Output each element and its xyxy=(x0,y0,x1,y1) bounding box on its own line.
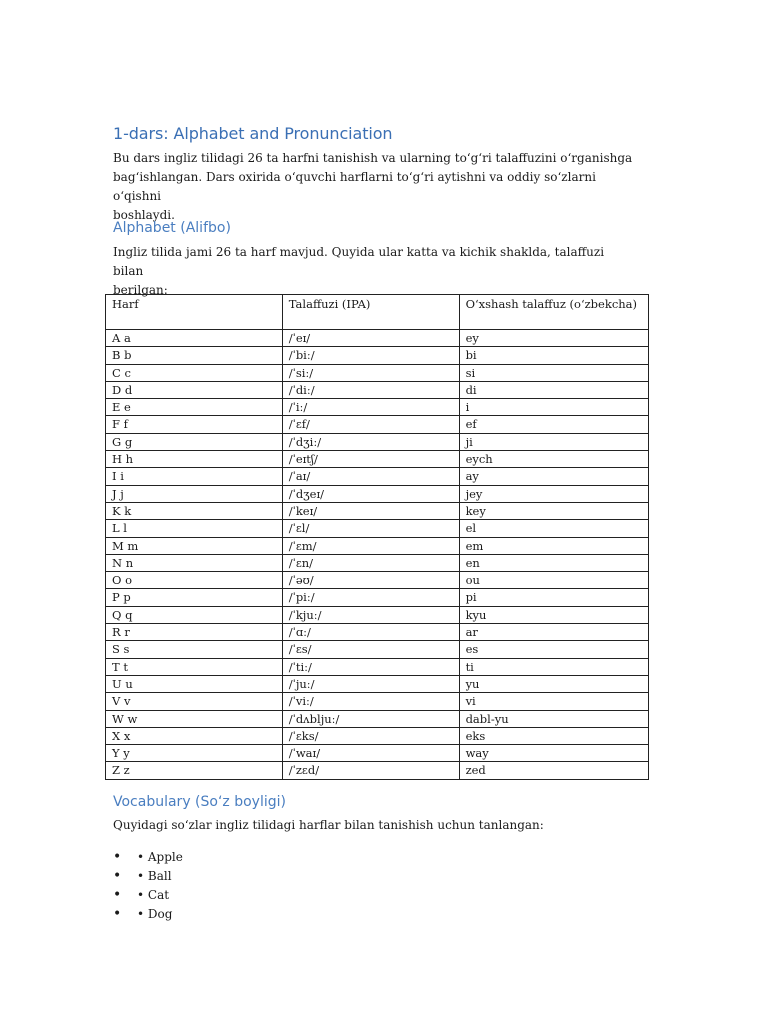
bullet-icon: • xyxy=(113,906,122,922)
cell-ipa: /ˈsiː/ xyxy=(282,364,459,381)
bullet-icon: • xyxy=(113,868,122,884)
cell-uzbek: di xyxy=(459,381,648,398)
cell-uzbek: ef xyxy=(459,416,648,433)
table-row xyxy=(106,468,649,485)
cell-harf: T t xyxy=(106,658,283,675)
list-item xyxy=(113,867,183,886)
cell-harf: C c xyxy=(106,364,283,381)
cell-uzbek: jey xyxy=(459,485,648,502)
table-row xyxy=(106,399,649,416)
intro-line: bag‘ishlangan. Dars oxirida o‘quvchi harflarni to‘g‘ri aytishni va oddiy so‘zlarni o‘qishni xyxy=(113,170,596,203)
cell-uzbek: pi xyxy=(459,589,648,606)
cell-uzbek: si xyxy=(459,364,648,381)
cell-ipa: /ˈdʒiː/ xyxy=(282,433,459,450)
alphabet-description xyxy=(113,243,633,300)
cell-harf: V v xyxy=(106,693,283,710)
table-row xyxy=(106,727,649,744)
vocabulary-heading: Vocabulary (So‘z boyligi) xyxy=(113,794,286,810)
cell-uzbek: key xyxy=(459,502,648,519)
cell-uzbek: eych xyxy=(459,451,648,468)
vocabulary-word: • Ball xyxy=(137,869,172,883)
alphabet-desc-line: berilgan: xyxy=(113,283,168,297)
cell-uzbek: bi xyxy=(459,347,648,364)
table-row xyxy=(106,710,649,727)
cell-ipa: /ˈəʊ/ xyxy=(282,572,459,589)
cell-harf: L l xyxy=(106,520,283,537)
cell-ipa: /ˈɛn/ xyxy=(282,554,459,571)
table-row xyxy=(106,485,649,502)
cell-uzbek: ey xyxy=(459,330,648,347)
cell-uzbek: yu xyxy=(459,675,648,692)
cell-uzbek: ji xyxy=(459,433,648,450)
vocabulary-word: • Cat xyxy=(137,888,170,902)
cell-harf: J j xyxy=(106,485,283,502)
cell-ipa: /ˈdʒeɪ/ xyxy=(282,485,459,502)
cell-harf: Y y xyxy=(106,745,283,762)
table-row xyxy=(106,572,649,589)
table-row xyxy=(106,347,649,364)
list-item xyxy=(113,886,183,905)
cell-harf: S s xyxy=(106,641,283,658)
cell-uzbek: eks xyxy=(459,727,648,744)
vocabulary-word: • Apple xyxy=(137,850,183,864)
page-title: 1-dars: Alphabet and Pronunciation xyxy=(113,124,393,143)
table-row xyxy=(106,675,649,692)
cell-uzbek: ar xyxy=(459,624,648,641)
table-row xyxy=(106,624,649,641)
table-row xyxy=(106,364,649,381)
cell-harf: W w xyxy=(106,710,283,727)
table-row xyxy=(106,433,649,450)
cell-ipa: /ˈɑː/ xyxy=(282,624,459,641)
list-item xyxy=(113,848,183,867)
cell-ipa: /ˈtiː/ xyxy=(282,658,459,675)
vocabulary-list xyxy=(113,848,183,924)
intro-line: Bu dars ingliz tilidagi 26 ta harfni tanishish va ularning to‘g‘ri talaffuzini o‘rganishga xyxy=(113,151,633,165)
table-row xyxy=(106,520,649,537)
intro-line: boshlaydi. xyxy=(113,208,175,222)
alphabet-heading: Alphabet (Alifbo) xyxy=(113,220,231,236)
alphabet-table xyxy=(105,294,649,780)
cell-harf: F f xyxy=(106,416,283,433)
cell-ipa: /ˈjuː/ xyxy=(282,675,459,692)
table-row xyxy=(106,641,649,658)
cell-uzbek: ou xyxy=(459,572,648,589)
cell-harf: A a xyxy=(106,330,283,347)
table-row xyxy=(106,762,649,779)
cell-uzbek: i xyxy=(459,399,648,416)
table-row xyxy=(106,416,649,433)
cell-uzbek: es xyxy=(459,641,648,658)
table-row xyxy=(106,745,649,762)
cell-uzbek: dabl-yu xyxy=(459,710,648,727)
cell-harf: Q q xyxy=(106,606,283,623)
cell-ipa: /ˈeɪtʃ/ xyxy=(282,451,459,468)
cell-ipa: /ˈeɪ/ xyxy=(282,330,459,347)
table-row xyxy=(106,502,649,519)
cell-ipa: /ˈɛs/ xyxy=(282,641,459,658)
table-row xyxy=(106,693,649,710)
cell-ipa: /ˈaɪ/ xyxy=(282,468,459,485)
cell-harf: B b xyxy=(106,347,283,364)
bullet-icon: • xyxy=(113,887,122,903)
vocabulary-word: • Dog xyxy=(137,907,173,921)
cell-harf: U u xyxy=(106,675,283,692)
cell-harf: N n xyxy=(106,554,283,571)
cell-harf: Z z xyxy=(106,762,283,779)
cell-ipa: /ˈdiː/ xyxy=(282,381,459,398)
cell-ipa: /ˈdʌbljuː/ xyxy=(282,710,459,727)
cell-ipa: /ˈɛks/ xyxy=(282,727,459,744)
cell-ipa: /ˈpiː/ xyxy=(282,589,459,606)
cell-ipa: /ˈwaɪ/ xyxy=(282,745,459,762)
cell-harf: D d xyxy=(106,381,283,398)
cell-uzbek: way xyxy=(459,745,648,762)
vocabulary-description: Quyidagi so‘zlar ingliz tilidagi harflar bilan tanishish uchun tanlangan: xyxy=(113,818,544,832)
table-row xyxy=(106,381,649,398)
header-uzbek: O‘xshash talaffuz (o‘zbekcha) xyxy=(459,295,648,330)
alphabet-desc-line: Ingliz tilida jami 26 ta harf mavjud. Quyida ular katta va kichik shaklda, talaffuzi bilan xyxy=(113,245,605,278)
cell-harf: K k xyxy=(106,502,283,519)
cell-harf: O o xyxy=(106,572,283,589)
cell-ipa: /ˈkeɪ/ xyxy=(282,502,459,519)
table-row xyxy=(106,537,649,554)
cell-uzbek: vi xyxy=(459,693,648,710)
table-row xyxy=(106,330,649,347)
cell-uzbek: en xyxy=(459,554,648,571)
list-item xyxy=(113,905,183,924)
table-row xyxy=(106,589,649,606)
cell-harf: X x xyxy=(106,727,283,744)
header-ipa: Talaffuzi (IPA) xyxy=(282,295,459,330)
cell-ipa: /ˈviː/ xyxy=(282,693,459,710)
table-header-row xyxy=(106,295,649,330)
cell-harf: M m xyxy=(106,537,283,554)
cell-ipa: /ˈɛl/ xyxy=(282,520,459,537)
cell-uzbek: zed xyxy=(459,762,648,779)
alphabet-table-body xyxy=(106,330,649,780)
cell-ipa: /ˈkjuː/ xyxy=(282,606,459,623)
intro-paragraph xyxy=(113,149,633,225)
table-row xyxy=(106,451,649,468)
cell-uzbek: em xyxy=(459,537,648,554)
cell-uzbek: el xyxy=(459,520,648,537)
cell-harf: R r xyxy=(106,624,283,641)
cell-harf: P p xyxy=(106,589,283,606)
cell-ipa: /ˈiː/ xyxy=(282,399,459,416)
cell-uzbek: ay xyxy=(459,468,648,485)
header-harf: Harf xyxy=(106,295,283,330)
cell-ipa: /ˈɛf/ xyxy=(282,416,459,433)
bullet-icon: • xyxy=(113,849,122,865)
cell-ipa: /ˈzɛd/ xyxy=(282,762,459,779)
table-row xyxy=(106,658,649,675)
cell-uzbek: ti xyxy=(459,658,648,675)
cell-ipa: /ˈbiː/ xyxy=(282,347,459,364)
cell-harf: E e xyxy=(106,399,283,416)
table-row xyxy=(106,554,649,571)
cell-harf: G g xyxy=(106,433,283,450)
cell-uzbek: kyu xyxy=(459,606,648,623)
cell-harf: I i xyxy=(106,468,283,485)
table-row xyxy=(106,606,649,623)
cell-harf: H h xyxy=(106,451,283,468)
cell-ipa: /ˈɛm/ xyxy=(282,537,459,554)
